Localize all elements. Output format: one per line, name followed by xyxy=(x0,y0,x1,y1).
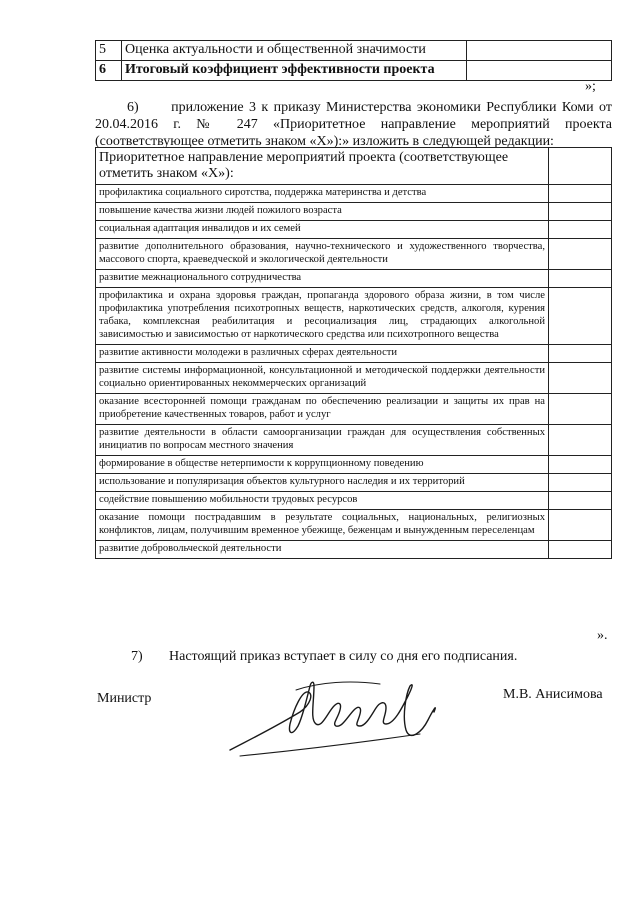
criteria-table xyxy=(95,40,612,81)
handwritten-signature xyxy=(210,672,450,762)
mark-cell xyxy=(549,288,612,345)
row-number: 5 xyxy=(96,41,122,61)
value-cell xyxy=(467,41,612,61)
paragraph-6: 6) приложение 3 к приказу Министерства экономики Республики Коми от 20.04.2016 г. № 247 «Приоритетное направление мероприятий проекта (соответствующее отметить знаком «Х»):» изложить в следующей редакции: xyxy=(95,100,616,149)
priority-directions-table xyxy=(95,147,612,559)
direction-text: развитие межнационального сотрудничества xyxy=(96,270,549,288)
direction-text: повышение качества жизни людей пожилого возраста xyxy=(96,203,549,221)
direction-text: развитие активности молодежи в различных сферах деятельности xyxy=(96,345,549,363)
mark-cell xyxy=(549,456,612,474)
closing-quote: »; xyxy=(585,79,596,94)
paragraph-number: 7) xyxy=(131,649,143,664)
table-header-row xyxy=(96,148,612,185)
table-row xyxy=(96,492,612,510)
mark-cell xyxy=(549,221,612,239)
direction-text: формирование в обществе нетерпимости к коррупционному поведению xyxy=(96,456,549,474)
value-cell xyxy=(467,61,612,81)
table-row xyxy=(96,270,612,288)
mark-cell xyxy=(549,492,612,510)
mark-cell xyxy=(549,541,612,559)
priority-rows xyxy=(96,185,612,559)
mark-cell xyxy=(549,270,612,288)
mark-cell xyxy=(549,425,612,456)
table-row xyxy=(96,510,612,541)
table-row xyxy=(96,221,612,239)
table-header: Приоритетное направление мероприятий проекта (соответствующее отметить знаком «Х»): xyxy=(96,148,549,185)
direction-text: содействие повышению мобильности трудовых ресурсов xyxy=(96,492,549,510)
direction-text: развитие деятельности в области самоорганизации граждан для осуществления собственных инициатив по вопросам местного значения xyxy=(96,425,549,456)
direction-text: развитие системы информационной, консультационной и методической поддержки деятельности социально ориентированных некоммерческих организаций xyxy=(96,363,549,394)
table-row xyxy=(96,239,612,270)
direction-text: развитие добровольческой деятельности xyxy=(96,541,549,559)
direction-text: использование и популяризация объектов культурного наследия и их территорий xyxy=(96,474,549,492)
mark-cell xyxy=(549,510,612,541)
direction-text: социальная адаптация инвалидов и их семей xyxy=(96,221,549,239)
table-row xyxy=(96,61,612,81)
table-row xyxy=(96,41,612,61)
table-row xyxy=(96,394,612,425)
mark-cell xyxy=(549,363,612,394)
table-row xyxy=(96,288,612,345)
mark-cell xyxy=(549,394,612,425)
mark-cell xyxy=(549,203,612,221)
mark-cell xyxy=(549,345,612,363)
paragraph-7 xyxy=(131,649,517,665)
paragraph-text: Настоящий приказ вступает в силу со дня его подписания. xyxy=(169,649,518,664)
row-text: Итоговый коэффициент эффективности проекта xyxy=(122,61,467,81)
mark-cell xyxy=(549,185,612,203)
mark-cell xyxy=(549,474,612,492)
direction-text: развитие дополнительного образования, научно-технического и художественного творчества, массового спорта, краеведческой и экологической деятельности xyxy=(96,239,549,270)
table-row xyxy=(96,541,612,559)
direction-text: профилактика и охрана здоровья граждан, пропаганда здорового образа жизни, в том числе профилактика употребления психотропных веществ, наркотических средств, алкоголя, курения табака, комплексная реабилитация и ресоциализация лиц, страдающих алкогольной зависимостью и зависимостью от наркотического средства или психотропного вещества xyxy=(96,288,549,345)
mark-cell xyxy=(549,148,612,185)
direction-text: оказание всесторонней помощи гражданам по обеспечению реализации и защиты их прав на приобретение качественных товаров, работ и услуг xyxy=(96,394,549,425)
table-row xyxy=(96,456,612,474)
table-row xyxy=(96,474,612,492)
table-row xyxy=(96,203,612,221)
signatory-name: М.В. Анисимова xyxy=(503,687,603,702)
direction-text: профилактика социального сиротства, поддержка материнства и детства xyxy=(96,185,549,203)
table-row xyxy=(96,363,612,394)
signatory-title: Министр xyxy=(97,691,152,706)
table-row xyxy=(96,345,612,363)
table-row xyxy=(96,185,612,203)
direction-text: оказание помощи пострадавшим в результате социальных, национальных, религиозных конфликтов, лицам, получившим временное убежище, беженцам и вынужденным переселенцам xyxy=(96,510,549,541)
closing-quote: ». xyxy=(597,628,608,643)
row-text: Оценка актуальности и общественной значимости xyxy=(122,41,467,61)
row-number: 6 xyxy=(96,61,122,81)
mark-cell xyxy=(549,239,612,270)
table-row xyxy=(96,425,612,456)
